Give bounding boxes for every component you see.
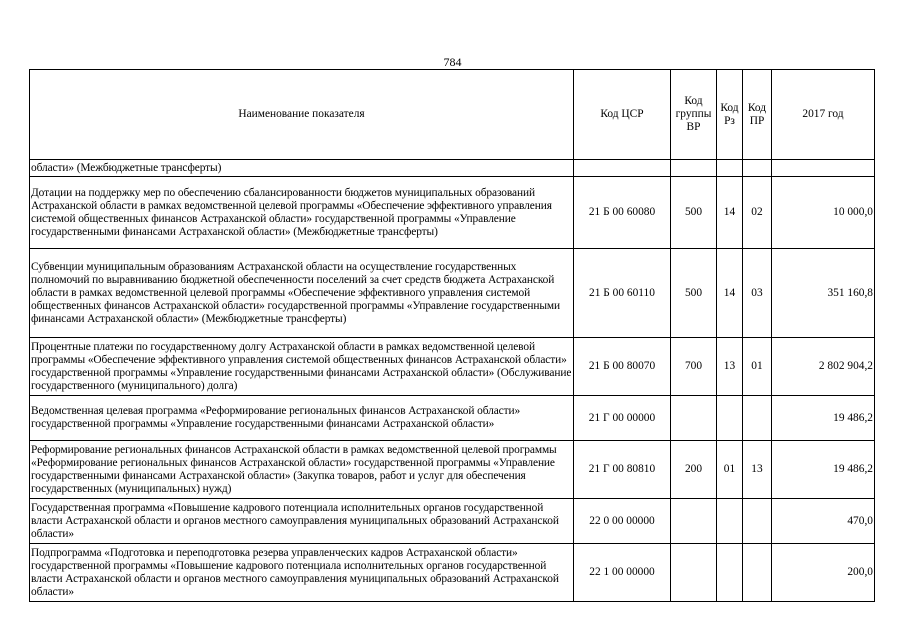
header-value: 2017 год bbox=[772, 70, 875, 160]
row-rz bbox=[717, 396, 743, 441]
row-pr bbox=[743, 499, 772, 544]
row-csr: 21 Б 00 60080 bbox=[574, 177, 671, 249]
table-row bbox=[30, 249, 875, 338]
table-row bbox=[30, 338, 875, 396]
row-value: 19 486,2 bbox=[772, 441, 875, 499]
row-vr bbox=[671, 396, 717, 441]
header-pr: Код ПР bbox=[743, 70, 772, 160]
row-name: Дотации на поддержку мер по обеспечению сбалансированности бюджетов муниципальных образований Астраханской области в рамках ведомственной целевой программы «Обеспечение эффективного управления системой общественных финансов Астраханской области» государственной программы «Управление государственными финансами Астраханской области» (Межбюджетные трансферты) bbox=[30, 177, 574, 249]
row-rz: 01 bbox=[717, 441, 743, 499]
row-csr bbox=[574, 160, 671, 177]
table-row bbox=[30, 177, 875, 249]
row-name: Государственная программа «Повышение кадрового потенциала исполнительных органов государственной власти Астраханской области и органов местного самоуправления муниципальных образований Астраханской области» bbox=[30, 499, 574, 544]
row-rz: 14 bbox=[717, 249, 743, 338]
row-csr: 21 Б 00 60110 bbox=[574, 249, 671, 338]
row-value: 2 802 904,2 bbox=[772, 338, 875, 396]
row-value: 10 000,0 bbox=[772, 177, 875, 249]
row-pr bbox=[743, 544, 772, 602]
row-pr: 13 bbox=[743, 441, 772, 499]
row-pr bbox=[743, 396, 772, 441]
row-name: Процентные платежи по государственному долгу Астраханской области в рамках ведомственной целевой программы «Обеспечение эффективного управления системой общественных финансов Астраханской области» государственной программы «Управление государственными финансами Астраханской области» (Обслуживание государственного (муниципального) долга) bbox=[30, 338, 574, 396]
header-rz: Код Рз bbox=[717, 70, 743, 160]
row-name: Подпрограмма «Подготовка и переподготовка резерва управленческих кадров Астраханской области» государственной программы «Повышение кадрового потенциала исполнительных органов государственной власти Астраханской области и органов местного самоуправления муниципальных образований Астраханской области» bbox=[30, 544, 574, 602]
row-name: Ведомственная целевая программа «Реформирование региональных финансов Астраханской области» государственной программы «Управление государственными финансами Астраханской области» bbox=[30, 396, 574, 441]
header-csr: Код ЦСР bbox=[574, 70, 671, 160]
row-csr: 22 1 00 00000 bbox=[574, 544, 671, 602]
row-rz bbox=[717, 499, 743, 544]
row-vr: 700 bbox=[671, 338, 717, 396]
table-row bbox=[30, 544, 875, 602]
row-name: области» (Межбюджетные трансферты) bbox=[30, 160, 574, 177]
table-row bbox=[30, 396, 875, 441]
row-vr bbox=[671, 160, 717, 177]
row-csr: 21 Г 00 80810 bbox=[574, 441, 671, 499]
row-value: 351 160,8 bbox=[772, 249, 875, 338]
row-pr bbox=[743, 160, 772, 177]
row-pr: 02 bbox=[743, 177, 772, 249]
row-name: Субвенции муниципальным образованиям Астраханской области на осуществление государственных полномочий по выравниванию бюджетной обеспеченности поселений за счет средств бюджета Астраханской области в рамках ведомственной целевой программы «Обеспечение эффективного управления системой общественных финансов Астраханской области» государственной программы «Управление государственными финансами Астраханской области» (Межбюджетные трансферты) bbox=[30, 249, 574, 338]
table-body bbox=[30, 160, 875, 602]
row-vr: 500 bbox=[671, 249, 717, 338]
row-vr bbox=[671, 499, 717, 544]
row-vr: 200 bbox=[671, 441, 717, 499]
row-value: 470,0 bbox=[772, 499, 875, 544]
row-rz bbox=[717, 544, 743, 602]
header-vr: Код группы ВР bbox=[671, 70, 717, 160]
row-vr bbox=[671, 544, 717, 602]
row-csr: 21 Г 00 00000 bbox=[574, 396, 671, 441]
row-rz bbox=[717, 160, 743, 177]
row-value: 200,0 bbox=[772, 544, 875, 602]
table-row bbox=[30, 160, 875, 177]
row-value: 19 486,2 bbox=[772, 396, 875, 441]
row-csr: 22 0 00 00000 bbox=[574, 499, 671, 544]
table-row bbox=[30, 441, 875, 499]
header-name: Наименование показателя bbox=[30, 70, 574, 160]
row-rz: 14 bbox=[717, 177, 743, 249]
header-row bbox=[30, 70, 875, 160]
row-vr: 500 bbox=[671, 177, 717, 249]
page-number: 784 bbox=[443, 55, 462, 69]
budget-table bbox=[29, 69, 875, 602]
table-row bbox=[30, 499, 875, 544]
row-pr: 01 bbox=[743, 338, 772, 396]
table-header bbox=[30, 70, 875, 160]
row-csr: 21 Б 00 80070 bbox=[574, 338, 671, 396]
row-pr: 03 bbox=[743, 249, 772, 338]
row-rz: 13 bbox=[717, 338, 743, 396]
row-name: Реформирование региональных финансов Астраханской области в рамках ведомственной целевой программы «Реформирование региональных финансов Астраханской области» государственной программы «Управление государственными финансами Астраханской области» (Закупка товаров, работ и услуг для обеспечения государственных (муниципальных) нужд) bbox=[30, 441, 574, 499]
row-value bbox=[772, 160, 875, 177]
